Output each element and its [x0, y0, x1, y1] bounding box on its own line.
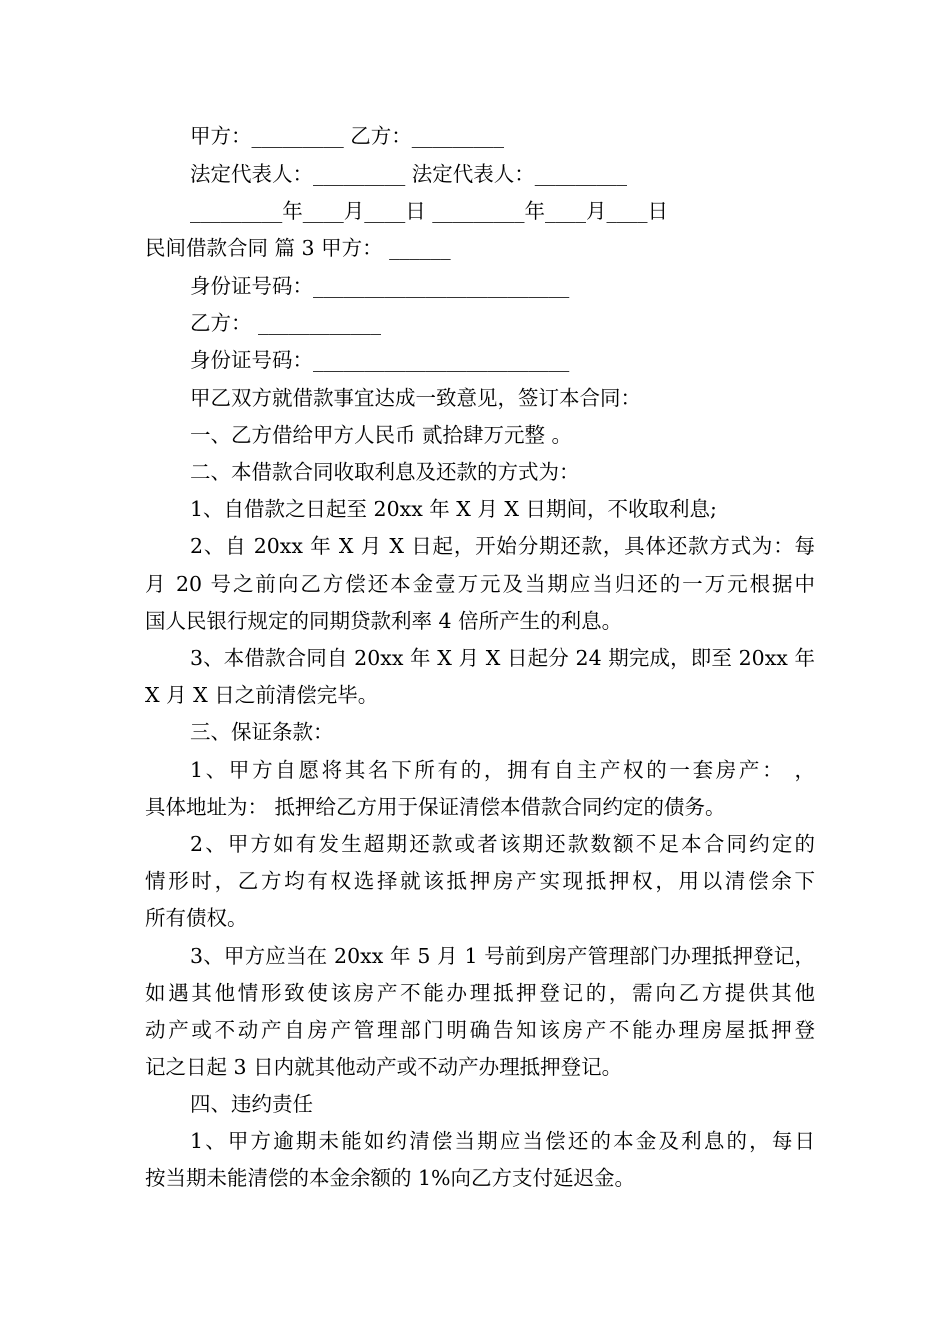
paragraph-line: 1、甲方逾期未能如约清偿当期应当偿还的本金及利息的，每日 — [190, 1129, 815, 1153]
paragraph-line: 甲乙双方就借款事宜达成一致意见，签订本合同： — [190, 386, 641, 410]
paragraph-line: 月 20 号之前向乙方偿还本金壹万元及当期应当归还的一万元根据中 — [145, 572, 815, 596]
section-title-line: 民间借款合同 篇 3 甲方： ______ — [145, 236, 451, 260]
legal-rep-line: 法定代表人：_________ 法定代表人：_________ — [190, 162, 628, 186]
party-b-line: 乙方： ____________ — [190, 311, 382, 335]
paragraph-line: 具体地址为： 抵押给乙方用于保证清偿本借款合同约定的债务。 — [145, 795, 726, 819]
clause-heading: 三、保证条款： — [190, 720, 334, 744]
paragraph-line: 2、自 20xx 年 X 月 X 日起，开始分期还款，具体还款方式为：每 — [190, 534, 815, 558]
paragraph-line: 1、甲方自愿将其名下所有的，拥有自主产权的一套房产： ， — [190, 758, 815, 782]
paragraph-line: 按当期未能清偿的本金余额的 1%向乙方支付延迟金。 — [145, 1166, 636, 1190]
paragraph-line: 如遇其他情形致使该房产不能办理抵押登记的，需向乙方提供其他 — [145, 981, 815, 1005]
paragraph-line: 3、本借款合同自 20xx 年 X 月 X 日起分 24 期完成，即至 20xx 年 — [190, 646, 815, 670]
paragraph-line: 3、甲方应当在 20xx 年 5 月 1 号前到房产管理部门办理抵押登记， — [190, 944, 815, 968]
paragraph-line: 所有债权。 — [145, 906, 248, 930]
party-line: 甲方：_________ 乙方：_________ — [190, 124, 505, 148]
date-line: _________年____月____日 _________年____月____日 — [190, 199, 669, 223]
id-number-line: 身份证号码：_________________________ — [190, 348, 570, 372]
paragraph-line: 2、甲方如有发生超期还款或者该期还款数额不足本合同约定的 — [190, 832, 815, 856]
clause-heading: 四、违约责任 — [190, 1092, 313, 1116]
paragraph-line: 国人民银行规定的同期贷款利率 4 倍所产生的利息。 — [145, 609, 623, 633]
paragraph-line: 情形时，乙方均有权选择就该抵押房产实现抵押权，用以清偿余下 — [145, 869, 815, 893]
paragraph-line: X 月 X 日之前清偿完毕。 — [145, 683, 379, 707]
id-number-line: 身份证号码：_________________________ — [190, 274, 570, 298]
clause-heading: 一、乙方借给甲方人民币 贰拾肆万元整 。 — [190, 423, 573, 447]
paragraph-line: 记之日起 3 日内就其他动产或不动产办理抵押登记。 — [145, 1055, 623, 1079]
paragraph-line: 动产或不动产自房产管理部门明确告知该房产不能办理房屋抵押登 — [145, 1018, 815, 1042]
paragraph-line: 1、自借款之日起至 20xx 年 X 月 X 日期间，不收取利息; — [190, 497, 717, 521]
clause-heading: 二、本借款合同收取利息及还款的方式为： — [190, 460, 580, 484]
